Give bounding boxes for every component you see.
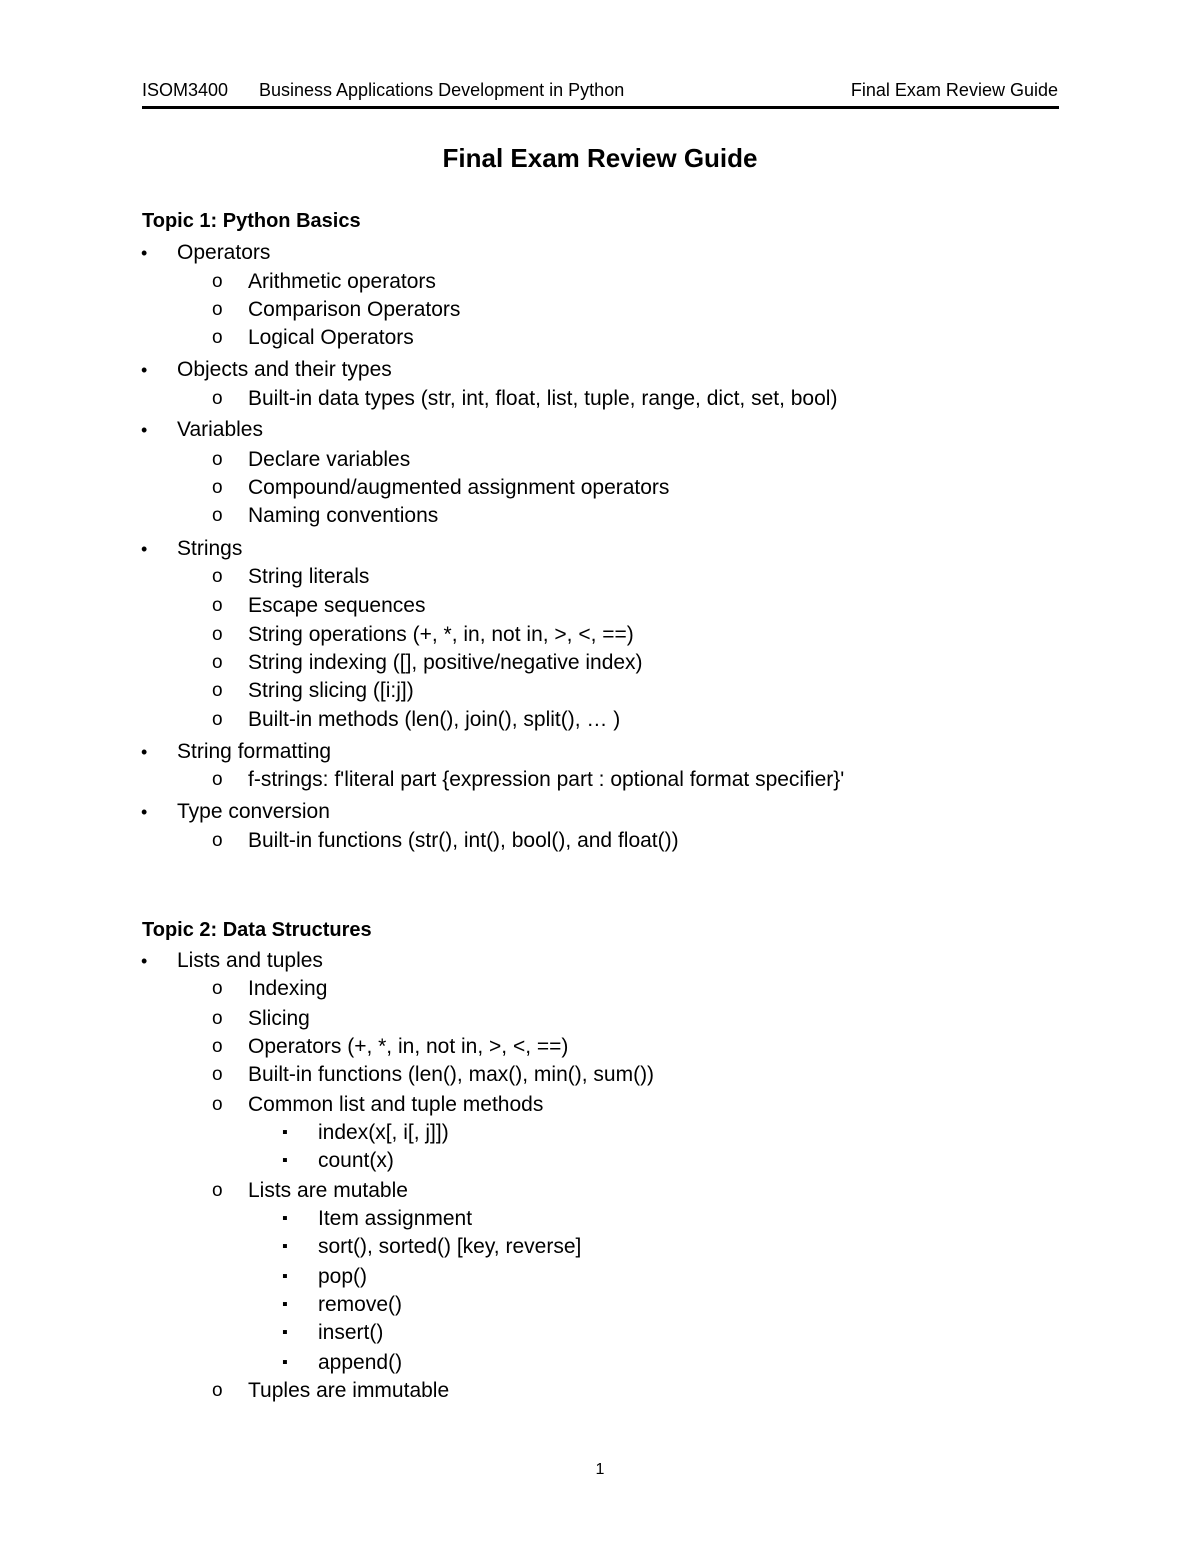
list-item [212,1005,310,1033]
list-item [282,1319,384,1347]
square-bullet-icon: ▪ [282,1210,288,1227]
list-item [141,535,243,563]
list-item [212,446,411,474]
page-header [142,78,1058,102]
list-item [212,502,439,530]
bullet-icon: • [141,742,148,762]
list-item [141,239,271,267]
list-item-text: Variables [177,418,263,441]
list-item [212,1091,544,1119]
circle-bullet-icon: o [212,271,223,292]
page-number: 1 [595,1461,605,1478]
square-bullet-icon: ▪ [282,1238,288,1255]
header-divider [142,106,1059,109]
circle-bullet-icon: o [212,1036,223,1057]
list-item-text: Built-in functions (str(), int(), bool(), and float()) [248,829,679,852]
list-item-text: Compound/augmented assignment operators [248,476,670,499]
list-item-text: String formatting [177,740,332,763]
list-item [212,766,845,794]
list-item-text: Operators (+, *, in, not in, >, <, ==) [248,1035,569,1058]
bullet-icon: • [141,951,148,971]
circle-bullet-icon: o [212,327,223,348]
list-item-text: Operators [177,241,271,264]
list-item-text: Logical Operators [248,326,414,349]
course-name: Business Applications Development in Python [259,80,625,100]
list-item-text: remove() [318,1293,403,1316]
list-item-text: String slicing ([i:j]) [248,679,414,702]
circle-bullet-icon: o [212,1008,223,1029]
list-item-text: String literals [248,565,370,588]
course-code: ISOM3400 [142,80,229,100]
list-item [212,677,414,705]
circle-bullet-icon: o [212,652,223,673]
circle-bullet-icon: o [212,830,223,851]
list-item-text: Tuples are immutable [248,1379,450,1402]
list-item [212,563,370,591]
square-bullet-icon: ▪ [282,1296,288,1313]
list-item [141,738,332,766]
list-item [212,324,414,352]
list-item-text: insert() [318,1321,384,1344]
list-item-text: f-strings: f'literal part {expression part : optional format specifier}' [248,768,845,791]
circle-bullet-icon: o [212,1094,223,1115]
list-item [212,706,621,734]
list-item [212,1033,569,1061]
list-item [212,1377,450,1405]
list-item [212,592,426,620]
circle-bullet-icon: o [212,1180,223,1201]
list-item [212,474,670,502]
circle-bullet-icon: o [212,680,223,701]
square-bullet-icon: ▪ [282,1152,288,1169]
list-item [141,798,330,826]
circle-bullet-icon: o [212,1064,223,1085]
list-item-text: Lists are mutable [248,1179,408,1202]
list-item [212,1061,655,1089]
square-bullet-icon: ▪ [282,1124,288,1141]
circle-bullet-icon: o [212,1380,223,1401]
list-item-text: Declare variables [248,448,411,471]
list-item-text: Type conversion [177,800,330,823]
page-title: Final Exam Review Guide [442,143,758,173]
header-document-label: Final Exam Review Guide [850,80,1058,100]
list-item [212,975,328,1003]
list-item-text: Arithmetic operators [248,270,436,293]
list-item-text: sort(), sorted() [key, reverse] [318,1235,582,1258]
list-item [141,947,323,975]
list-item [141,416,263,444]
list-item [282,1291,403,1319]
list-item-text: String indexing ([], positive/negative index) [248,651,643,674]
list-item-text: Built-in data types (str, int, float, list, tuple, range, dict, set, bool) [248,387,838,410]
circle-bullet-icon: o [212,978,223,999]
bullet-icon: • [141,420,148,440]
list-item-text: Strings [177,537,243,560]
list-item-text: Indexing [248,977,328,1000]
list-item-text: Objects and their types [177,358,392,381]
list-item [282,1205,473,1233]
topic-heading: Topic 2: Data Structures [142,919,372,941]
list-item [212,827,679,855]
list-item [212,385,838,413]
circle-bullet-icon: o [212,566,223,587]
circle-bullet-icon: o [212,388,223,409]
list-item-text: pop() [318,1265,368,1288]
list-item [212,1177,408,1205]
circle-bullet-icon: o [212,299,223,320]
list-item [282,1233,582,1261]
list-item [282,1263,368,1291]
circle-bullet-icon: o [212,449,223,470]
list-item-text: Item assignment [318,1207,473,1230]
list-item-text: Built-in functions (len(), max(), min(), sum()) [248,1063,655,1086]
list-item-text: count(x) [318,1149,394,1172]
square-bullet-icon: ▪ [282,1324,288,1341]
circle-bullet-icon: o [212,477,223,498]
topic-heading: Topic 1: Python Basics [142,210,361,232]
list-item [212,621,634,649]
list-item [141,356,392,384]
list-item [212,268,436,296]
circle-bullet-icon: o [212,624,223,645]
circle-bullet-icon: o [212,505,223,526]
list-item [212,296,461,324]
list-item-text: Common list and tuple methods [248,1093,544,1116]
list-item-text: Built-in methods (len(), join(), split(), … ) [248,708,621,731]
list-item [282,1119,449,1147]
bullet-icon: • [141,802,148,822]
list-item-text: append() [318,1351,403,1374]
bullet-icon: • [141,539,148,559]
list-item-text: Naming conventions [248,504,439,527]
circle-bullet-icon: o [212,709,223,730]
list-item-text: Comparison Operators [248,298,461,321]
bullet-icon: • [141,243,148,263]
list-item-text: String operations (+, *, in, not in, >, <, ==) [248,623,634,646]
square-bullet-icon: ▪ [282,1354,288,1371]
list-item-text: Escape sequences [248,594,426,617]
list-item [212,649,643,677]
circle-bullet-icon: o [212,595,223,616]
list-item [282,1349,403,1377]
square-bullet-icon: ▪ [282,1268,288,1285]
list-item-text: Slicing [248,1007,310,1030]
circle-bullet-icon: o [212,769,223,790]
list-item-text: index(x[, i[, j]]) [318,1121,449,1144]
list-item-text: Lists and tuples [177,949,323,972]
bullet-icon: • [141,360,148,380]
list-item [282,1147,394,1175]
